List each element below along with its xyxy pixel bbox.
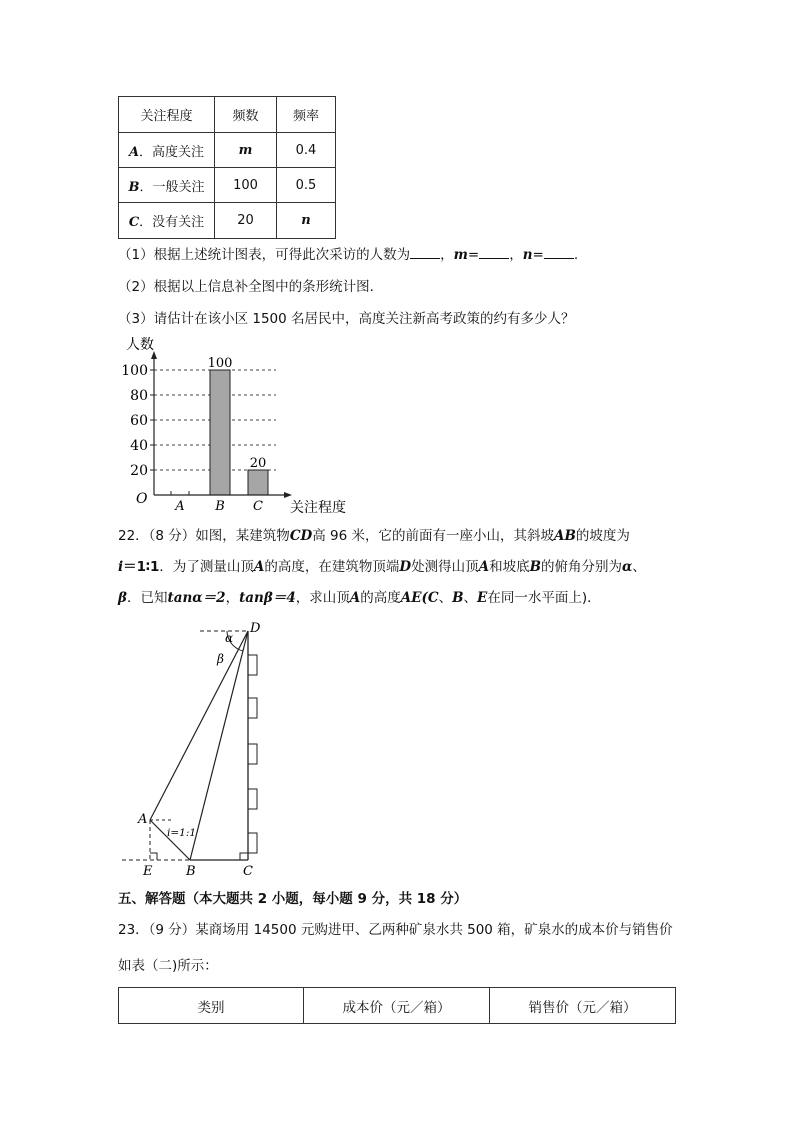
label-beta: β	[217, 652, 224, 666]
header-cell: 成本价（元／箱）	[304, 988, 490, 1024]
q22-line1	[118, 526, 630, 546]
q22-text: 处测得山顶	[411, 559, 479, 575]
label-alpha: α	[225, 631, 234, 645]
q22-text: ，	[225, 590, 240, 606]
header-cell: 频数	[215, 97, 277, 133]
tan-beta: tanβ＝4	[239, 590, 296, 606]
q22-line2	[118, 557, 646, 577]
var-a: A	[478, 559, 490, 575]
q22-text: 的高度	[360, 590, 401, 606]
category-key: B	[128, 179, 140, 195]
answer-blank	[410, 246, 440, 259]
x-tick-label-B: B	[215, 499, 225, 514]
q23-line2: 如表（二)所示：	[118, 958, 218, 974]
q21-part3: （3）请估计在该小区 1500 名居民中，高度关注新高考政策的约有多少人？	[118, 311, 575, 327]
y-tick-label: 40	[130, 438, 148, 454]
header-cell: 频率	[277, 97, 336, 133]
var-a: A	[349, 590, 361, 606]
chart-ylabel: 人数	[126, 337, 154, 353]
q22-text: 的坡度为	[575, 528, 630, 544]
frequency-table-header	[119, 97, 336, 133]
table-row	[119, 133, 336, 168]
var-a: A	[253, 559, 265, 575]
category-cell	[119, 168, 215, 203]
category-label: ．没有关注	[139, 215, 205, 230]
line-da	[150, 631, 248, 820]
x-tick-label-A: A	[175, 499, 185, 514]
q22-text: 22．（8 分）如图，某建筑物	[118, 528, 290, 544]
label-d: D	[250, 621, 261, 636]
y-tick-label: 20	[130, 463, 148, 479]
var-ae: AE(C	[400, 590, 439, 606]
category-label: ．一般关注	[139, 179, 205, 195]
q22-text: 高 96 米，它的前面有一座小山，其斜坡	[312, 528, 555, 544]
q21-part2: （2）根据以上信息补全图中的条形统计图．	[118, 279, 384, 295]
var-cd: CD	[289, 528, 313, 544]
label-c: C	[243, 864, 253, 879]
q22-text: 的俯角分别为	[541, 559, 623, 575]
count-cell: 20	[215, 203, 277, 239]
var-b: B	[529, 559, 542, 575]
table-row	[119, 168, 336, 203]
q22-text: ，求山顶	[295, 590, 350, 606]
var-n: n	[522, 247, 533, 263]
building-window	[248, 744, 257, 764]
q22-text: 和坡底	[489, 559, 530, 575]
label-a: A	[138, 812, 148, 827]
q22-text: 的高度，在建筑物顶端	[264, 559, 400, 575]
count-cell: 100	[215, 168, 277, 203]
building-window	[248, 789, 257, 809]
section-heading: 五、解答题（本大题共 2 小题，每小题 9 分，共 18 分）	[118, 891, 468, 907]
var-m: m	[453, 247, 468, 263]
equals: =	[467, 247, 480, 263]
label-b: B	[186, 864, 196, 879]
var-alpha: α	[622, 559, 633, 575]
slope-ab	[150, 820, 190, 860]
equals: =	[532, 247, 544, 263]
header-cell: 销售价（元／箱）	[490, 988, 676, 1024]
q21-part1	[118, 245, 578, 265]
price-table-header	[119, 988, 676, 1024]
freq-cell: 0.4	[277, 133, 336, 168]
var-b: B	[452, 590, 464, 606]
var-e: E	[477, 590, 488, 606]
x-tick-label-C: C	[253, 499, 263, 514]
data-label-C: 20	[249, 456, 267, 471]
data-label-B: 100	[207, 356, 233, 371]
q22-text: ．已知	[126, 590, 168, 606]
freq-value: n	[301, 213, 311, 228]
category-cell	[119, 203, 215, 239]
period: .	[573, 247, 579, 263]
bar-C	[248, 470, 268, 495]
category-label: ．高度关注	[139, 144, 205, 160]
count-cell	[215, 133, 277, 168]
category-cell	[119, 133, 215, 168]
q21-part1-text: （1）根据上述统计图表，可得此次采访的人数为	[118, 247, 411, 263]
table-row	[119, 203, 336, 239]
header-cell: 类别	[119, 988, 304, 1024]
tan-alpha: tanα＝2	[167, 590, 226, 606]
freq-cell	[277, 203, 336, 239]
category-key: C	[128, 215, 140, 230]
q22-text: 、	[438, 590, 453, 606]
var-d: D	[399, 559, 412, 575]
separator: ，	[509, 247, 523, 263]
building-window	[248, 655, 257, 675]
right-angle-mark-c	[240, 853, 248, 860]
geometry-figure	[110, 612, 290, 882]
chart-origin-label: O	[136, 491, 148, 507]
var-beta: β	[118, 590, 127, 606]
label-slope: i=1:1	[167, 827, 197, 839]
bar-chart	[110, 333, 380, 518]
q22-line3	[118, 588, 601, 608]
count-value: m	[238, 142, 253, 158]
chart-xlabel: 关注程度	[290, 500, 346, 516]
y-tick-label: 60	[130, 413, 148, 429]
frequency-table	[118, 96, 336, 239]
x-axis-arrow	[284, 492, 292, 498]
y-tick-label: 80	[130, 388, 148, 404]
answer-blank	[544, 246, 574, 259]
right-angle-mark-e	[150, 853, 157, 860]
building-window	[248, 833, 257, 853]
category-key: A	[128, 144, 140, 160]
q22-text: 、	[463, 590, 478, 606]
bar-B	[210, 370, 230, 495]
answer-blank	[479, 246, 509, 259]
building-window	[248, 698, 257, 718]
header-cell: 关注程度	[119, 97, 215, 133]
q22-text: 在同一水平面上)．	[487, 590, 601, 606]
separator: ，	[440, 247, 454, 263]
q22-text: ．为了测量山顶	[159, 559, 254, 575]
price-table	[118, 987, 676, 1024]
var-i: i	[118, 559, 124, 575]
q23-line1: 23．（9 分）某商场用 14500 元购进甲、乙两种矿泉水共 500 箱，矿泉水的成本价与销售价	[118, 922, 673, 938]
label-e: E	[143, 864, 153, 879]
q22-text: 、	[632, 559, 646, 575]
chart-bars	[171, 356, 268, 495]
freq-cell: 0.5	[277, 168, 336, 203]
slope-ratio: ＝1∶1	[123, 559, 160, 575]
y-tick-label: 100	[121, 363, 148, 379]
var-ab: AB	[554, 528, 576, 544]
